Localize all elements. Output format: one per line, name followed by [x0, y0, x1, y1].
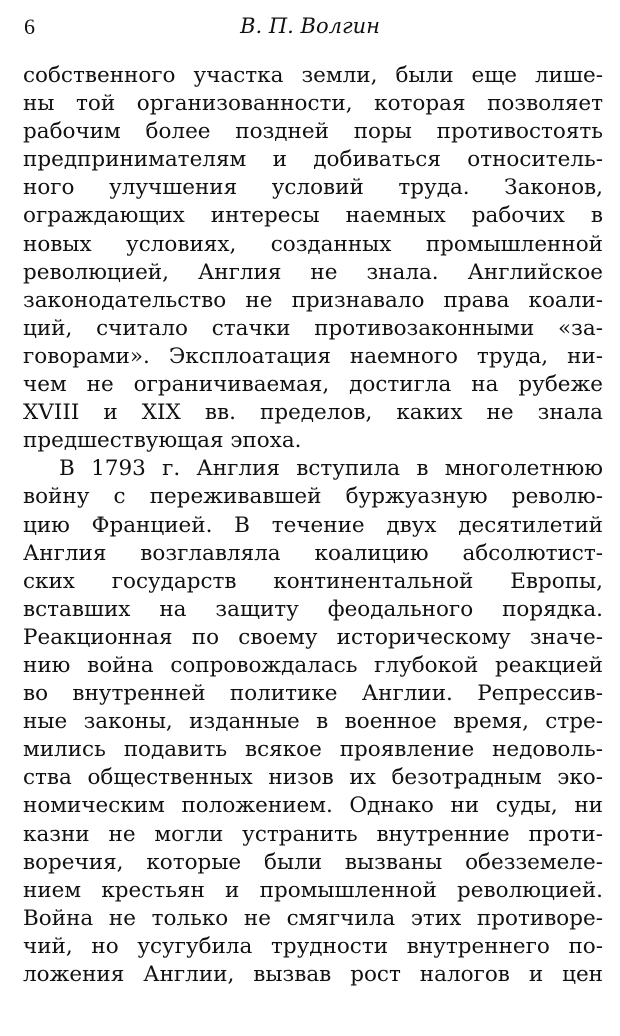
text-line: рабочим более поздней поры противостоять — [23, 119, 603, 145]
text-line: чий, но усугубила трудности внутреннего по- — [23, 933, 603, 959]
text-line: законодательство не признавало права коали- — [23, 287, 603, 313]
text-line: предпринимателям и добиваться относитель- — [23, 147, 603, 173]
text-line: ций, считало стачки противозаконными «за- — [23, 315, 603, 341]
text-line: вставших на защиту феодального порядка. — [23, 596, 603, 622]
text-line: Реакционная по своему историческому значе- — [23, 624, 603, 650]
text-line: ства общественных низов их безотрадным эко- — [23, 765, 603, 791]
text-line: новых условиях, созданных промышленной — [23, 231, 603, 257]
text-line: Война не только не смягчила этих противоре- — [23, 905, 603, 931]
text-line: говорами». Эксплоатация наемного труда, ни- — [23, 343, 603, 369]
text-line: ные законы, изданные в военное время, стре- — [23, 709, 603, 735]
text-line: цию Францией. В течение двух десятилетий — [23, 512, 603, 538]
body-text — [23, 62, 603, 989]
text-line: казни не могли устранить внутренние проти- — [23, 821, 603, 847]
page-number: 6 — [24, 14, 35, 39]
text-line: Англия возглавляла коалицию абсолютист- — [23, 540, 603, 566]
text-line: ного улучшения условий труда. Законов, — [23, 175, 603, 201]
running-head-author: В. П. Волгин — [240, 14, 380, 38]
text-line: войну с переживавшей буржуазную револю- — [23, 484, 603, 510]
paragraph-2 — [23, 455, 603, 989]
page-header — [24, 12, 596, 42]
text-line: мились подавить всякое проявление недоволь- — [23, 737, 603, 763]
text-line: воречия, которые были вызваны обезземеле- — [23, 849, 603, 875]
text-line: предшествующая эпоха. — [23, 428, 302, 454]
paragraph-1 — [23, 62, 603, 455]
text-line: В 1793 г. Англия вступила в многолетнюю — [59, 456, 603, 482]
text-line: XVIII и XIX вв. пределов, каких не знала — [23, 400, 603, 426]
text-line: революцией, Англия не знала. Английское — [23, 259, 603, 285]
text-line: во внутренней политике Англии. Репрессив- — [23, 681, 603, 707]
text-line: нием крестьян и промышленной революцией. — [23, 877, 603, 903]
text-line: ограждающих интересы наемных рабочих в — [23, 203, 603, 229]
text-line: нию война сопровождалась глубокой реакцией — [23, 652, 603, 678]
text-line: ложения Англии, вызвав рост налогов и цен — [23, 962, 603, 987]
text-line: ны той организованности, которая позволяет — [23, 91, 603, 117]
text-line: ских государств континентальной Европы, — [23, 568, 603, 594]
text-line: номическим положением. Однако ни суды, ни — [23, 793, 603, 819]
text-line: чем не ограничиваемая, достигла на рубеже — [23, 372, 603, 398]
text-line: собственного участка земли, были еще лише- — [23, 63, 603, 88]
